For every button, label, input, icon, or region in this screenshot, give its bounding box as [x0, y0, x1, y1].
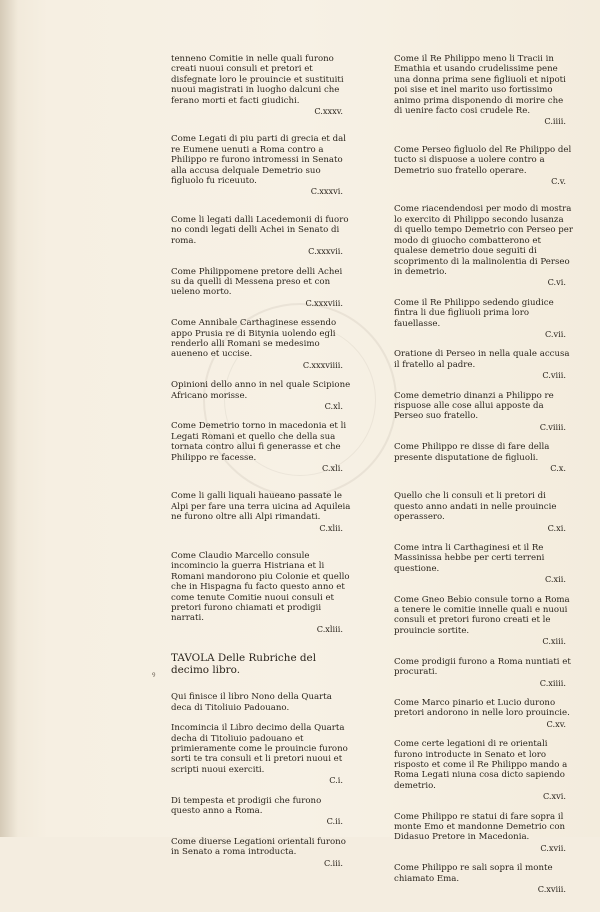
margin-mark-icon: ꝰ [152, 671, 156, 681]
chapter-number: C.iiii. [544, 116, 566, 127]
rubric-entry: Come Legati di piu parti di grecia et dal re Eumene uenuti a Roma contro a Philippo re furono intromessi in Senato alla accusa delquale Demetrio suo figluolo fu riceuuto. C.xxxvi. [171, 134, 351, 196]
rubric-entry: Come Marco pinario et Lucio durono pretori andorono in nelle loro prouincie. C.xv. [394, 698, 574, 729]
chapter-number: C.xl. [324, 400, 343, 411]
rubric-entry: Come Perseo figluolo del Re Philippo del tucto si dispuose a uolere contro a Demetrio suo fratello operare. C.v. [394, 145, 574, 187]
rubric-entry: Come certe legationi di re orientali furono introducte in Senato et loro risposto et come il Re Philippo mando a Roma Legati niuna cosa dicto sapiendo demetrio. C.xvi. [394, 739, 574, 801]
chapter-number: C.xvi. [542, 791, 566, 802]
rubric-entry: Come il Re Philippo sedendo giudice fintra li due figliuoli prima loro fauellasse. C.vii. [394, 298, 574, 340]
chapter-number: C.viiii. [539, 421, 566, 432]
table-heading: TAVOLA Delle Rubriche del decimo libro. [171, 652, 317, 677]
incipit-entry: Incomincia il Libro decimo della Quarta decha di Titoliuio padouano et primieramente come le prouincie furono sorti te tra consuli et li pretori nuoui et scripti nuoui exerciti. C.i. [171, 723, 351, 785]
rubric-entry: Come Philippo re disse di fare della presente disputatione de figluoli. C.x. [394, 442, 574, 473]
rubric-entry: Oratione di Perseo in nella quale accusa il fratello al padre. C.viii. [394, 349, 574, 380]
rubric-entry: Come Demetrio torno in macedonia et li Legati Romani et quello che della sua tornata contro allui fi generasse et che Philippo re facesse. C.xli. [171, 421, 351, 473]
chapter-number: C.v. [551, 176, 566, 187]
rubric-entry: Come Claudio Marcello consule incomincio la guerra Histriana et li Romani mandorono piu Colonie et quello che in Hispagna fu facto questo anno et come tenute Comitie nuoui consuli et pretori furono chiamati et prodigii narrati. C.xliii. [171, 551, 350, 634]
chapter-number: C.xiii. [542, 636, 566, 647]
rubric-entry: Come Gneo Bebio consule torno a Roma a tenere le comitie innelle quali e nuoui consuli et pretori furono creati et le prouincie sortite. C.xiii. [394, 595, 574, 647]
rubric-entry: Come Philippomene pretore delli Achei su da quelli di Messena preso et con ueleno morto. C.xxxviii. [171, 267, 351, 309]
right-column [394, 54, 574, 912]
rubric-entry: Come li galli liquali haueano passate le Alpi per fare una terra uicina ad Aquileia ne furono oltre alli Alpi rimandati. C.xlii. [171, 491, 351, 533]
chapter-number: C.vii. [544, 328, 566, 339]
rubric-entry: Come demetrio dinanzi a Philippo re rispuose alle cose allui apposte da Perseo suo fratello. C.viiii. [394, 391, 574, 433]
rubric-entry: Quello che li consuli et li pretori di questo anno andati in nelle prouincie operassero. C.xi. [394, 491, 574, 533]
explicit-note: Qui finisce il libro Nono della Quarta deca di Titoliuio Padouano. [171, 692, 332, 713]
chapter-number: C.xlii. [319, 522, 343, 533]
chapter-number: C.xxxviii. [305, 297, 343, 308]
chapter-number: C.x. [550, 463, 566, 473]
chapter-number: C.i. [329, 775, 343, 786]
chapter-number: C.xi. [547, 522, 566, 533]
rubric-entry: Come intra li Carthaginesi et il Re Massinissa hebbe per certi terreni questione. C.xii. [394, 543, 574, 585]
chapter-number: C.xviii. [537, 884, 566, 894]
rubric-entry: Come Philippo re statui di fare sopra il monte Emo et mandonne Demetrio con Didasuo Pretore in Macedonia. C.xvii. [394, 812, 574, 854]
chapter-number: C.xliii. [316, 623, 343, 634]
chapter-number: C.xxxviiii. [302, 359, 343, 370]
rubric-entry: Opinioni dello anno in nel quale Scipione Africano morisse. C.xl. [171, 380, 351, 411]
chapter-number: C.xli. [321, 463, 343, 473]
rubric-entry: tenneno Comitie in nelle quali furono creati nuoui consuli et pretori et disfegnate loro le prouincie et sustituiti nuoui magistrati in luogho dalcuni che ferano morti et facti giudichi. C.xxxv. [171, 54, 351, 116]
chapter-number: C.viii. [542, 370, 566, 381]
rubric-entry: Come Philippo re sali sopra il monte chiamato Ema. C.xviii. [394, 863, 574, 894]
chapter-number: C.ii. [326, 816, 343, 827]
chapter-number: C.xv. [546, 718, 566, 729]
rubric-entry: Come li legati dalli Lacedemonii di fuoro no condi legati delli Achei in Senato di roma. C.xxxvii. [171, 215, 351, 257]
chapter-number: C.xvii. [540, 842, 566, 853]
chapter-number: C.xii. [544, 574, 566, 585]
rubric-entry: Come il Re Philippo meno li Tracii in Emathia et usando crudelissime pene una donna prima sene figliuoli et nipoti poi sise et inel marito uso fortissimo animo prima disponendo di morire che di uenire facto cosi crudele Re. C.iiii. [394, 54, 574, 127]
chapter-number: C.xiiii. [539, 677, 566, 688]
left-column [171, 54, 351, 886]
gutter-shadow [0, 0, 18, 837]
chapter-number: C.iii. [323, 857, 343, 868]
chapter-number: C.xxxvi. [310, 186, 343, 197]
rubric-entry: Come prodigii furono a Roma nuntiati et procurati. C.xiiii. [394, 657, 574, 688]
chapter-number: C.xxxv. [314, 106, 343, 117]
rubric-entry: Di tempesta et prodigii che furono questo anno a Roma. C.ii. [171, 796, 351, 827]
chapter-number: C.xxxvii. [308, 246, 343, 257]
rubric-entry: Come Annibale Carthaginese essendo appo Prusia re di Bitynia uolendo egli renderlo alli Romani se medesimo aueneno et uccise. C.xxxviiii. [171, 318, 351, 370]
rubric-entry: Come riacendendosi per modo di mostra lo exercito di Philippo secondo lusanza di quello tempo Demetrio con Perseo per modo di giuocho combatterono et qualese demetrio doue seguiti di scoprimento di la malinolentia di Perseo in demetrio. C.vi. [394, 204, 573, 288]
chapter-number: C.vi. [547, 277, 566, 288]
rubric-entry: Come diuerse Legationi orientali furono in Senato a roma introducta. C.iii. [171, 837, 351, 868]
